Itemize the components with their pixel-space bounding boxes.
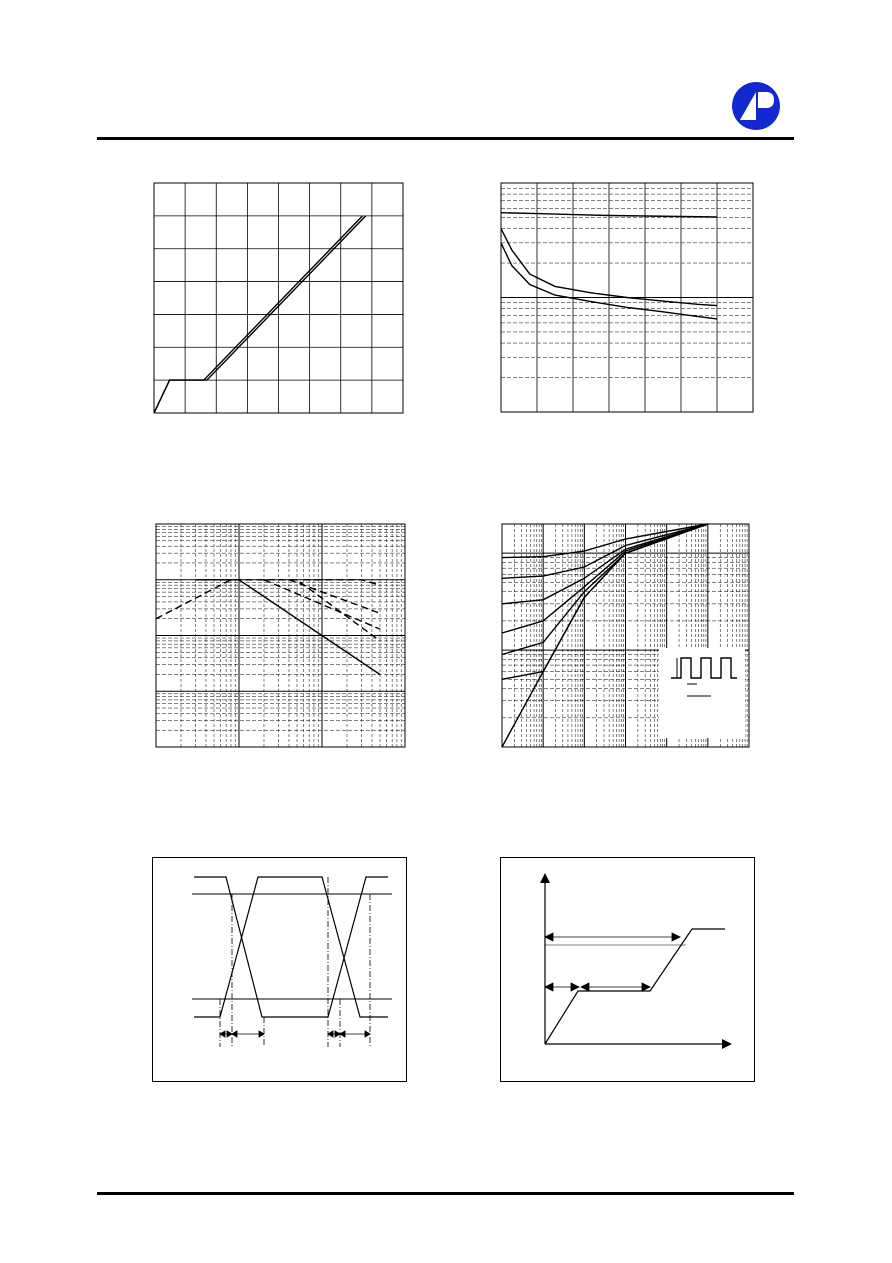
diagram-frame [153,858,407,1082]
timing-arrows [220,1031,370,1037]
waveform-a [194,877,388,1017]
series-line-2 [502,524,708,655]
switching-waveform-diagram [152,857,408,1083]
charge-arrows [545,933,686,991]
y-axis-arrowhead [540,873,550,883]
diagram-frame [501,858,755,1082]
chart-top-left [153,182,404,414]
inset-box [659,648,745,738]
chart-middle-right [501,523,750,748]
duty-cycle-pulse-icon [659,648,745,738]
company-logo-icon [730,80,782,132]
series-line-1 [156,580,380,641]
gate-charge-diagram [500,857,756,1083]
series-line-3 [502,524,708,633]
waveform-b [194,877,388,1017]
series-line-0 [196,580,380,675]
chart-top-right [500,182,754,413]
x-axis-arrowhead [722,1039,732,1049]
chart-middle-left [155,523,406,748]
series-line-6 [502,524,708,558]
logo-loop [758,92,774,108]
series-line-5 [502,524,708,578]
timing-markers [220,877,370,1047]
header-rule [97,137,794,140]
footer-rule [97,1192,794,1195]
